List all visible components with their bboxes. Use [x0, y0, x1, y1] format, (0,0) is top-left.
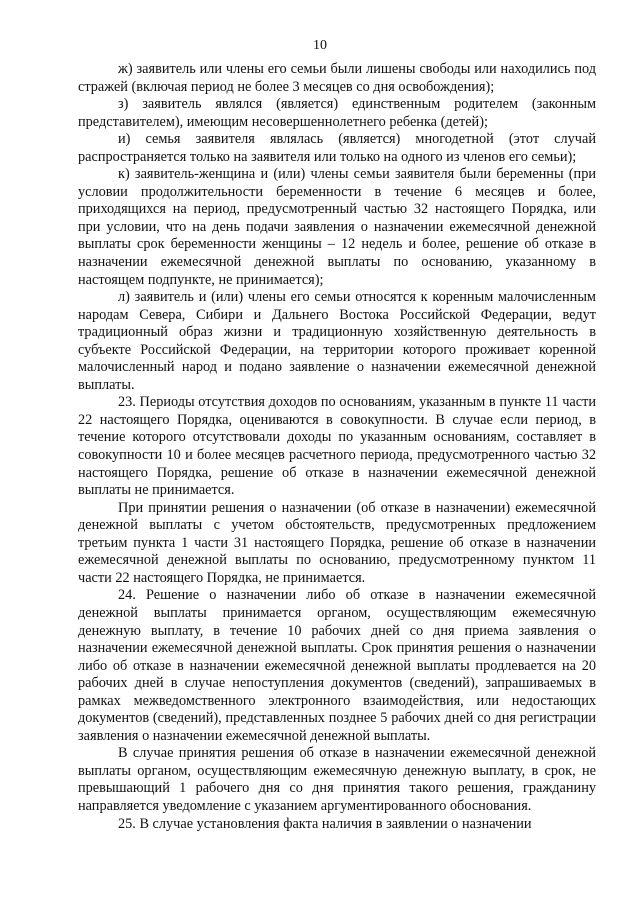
paragraph-item-25: 25. В случае установления факта наличия в заявлении о назначении — [118, 815, 532, 832]
document-body — [78, 61, 596, 833]
paragraph-subitem-zh: ж) заявитель или члены его семьи были лишены свободы или находились под стражей (включая период не более 3 месяцев со дня освобождения); — [78, 61, 596, 95]
paragraph-subitem-k: к) заявитель-женщина и (или) члены семьи заявителя были беременны (при условии продолжительности беременности в течение 6 месяцев и более, приходящихся на период, предусмотренный частью 32 настоящего Порядка, или при условии, что на день подачи заявления о назначении ежемесячной денежной выплаты срок беременности женщины – 12 недель и более, решение об отказе в назначении ежемесячной денежной выплаты по основанию, указанному в настоящем подпункте, не принимается); — [78, 166, 596, 288]
paragraph-subitem-l: л) заявитель и (или) члены его семьи относятся к коренным малочисленным народам Севера, Сибири и Дальнего Востока Российской Федерации, ведут традиционный образ жизни и традиционную хозяйственную деятельность в субъекте Российской Федерации, на территории которого проживает коренной малочисленный народ и подано заявление о назначении ежемесячной денежной выплаты. — [78, 289, 596, 393]
paragraph-item-23-continued: При принятии решения о назначении (об отказе в назначении) ежемесячной денежной выплаты с учетом обстоятельств, предусмотренных предложением третьим пункта 1 части 31 настоящего Порядка, решение об отказе в назначении ежемесячной денежной выплаты по основанию, предусмотренному пунктом 11 части 22 настоящего Порядка, не принимается. — [78, 499, 596, 586]
paragraph-item-23: 23. Периоды отсутствия доходов по основаниям, указанным в пункте 11 части 22 настоящего Порядка, оцениваются в совокупности. В случае если период, в течение которого отсутствовали доходы по указанным основаниям, составляет в совокупности 10 и более месяцев расчетного периода, предусмотренного частью 32 настоящего Порядка, решение об отказе в назначении ежемесячной денежной выплаты не принимается. — [78, 394, 596, 499]
paragraph-subitem-z: з) заявитель являлся (является) единственным родителем (законным представителем), имеющим несовершеннолетнего ребенка (детей); — [78, 96, 596, 130]
paragraph-item-24: 24. Решение о назначении либо об отказе в назначении ежемесячной денежной выплаты принимается органом, осуществляющим ежемесячную денежную выплату, в течение 10 рабочих дней со дня приема заявления о назначении ежемесячной денежной выплаты. Срок принятия решения о назначении либо об отказе в назначении ежемесячной денежной выплаты продлевается на 20 рабочих дней в случае непоступления документов (сведений), запрашиваемых в рамках межведомственного электронного взаимодействия, или недостающих документов (сведений), представленных позднее 5 рабочих дней со дня регистрации заявления о назначении ежемесячной денежной выплаты. — [78, 587, 596, 744]
paragraph-item-24-continued: В случае принятия решения об отказе в назначении ежемесячной денежной выплаты органом, осуществляющим ежемесячную денежную выплату, в срок, не превышающий 1 рабочего дня со дня принятия такого решения, гражданину направляется уведомление с указанием аргументированного обоснования. — [78, 745, 596, 814]
page-number: 10 — [313, 38, 327, 53]
paragraph-subitem-i: и) семья заявителя являлась (является) многодетной (этот случай распространяется только на заявителя или только на одного из членов его семьи); — [78, 131, 596, 165]
